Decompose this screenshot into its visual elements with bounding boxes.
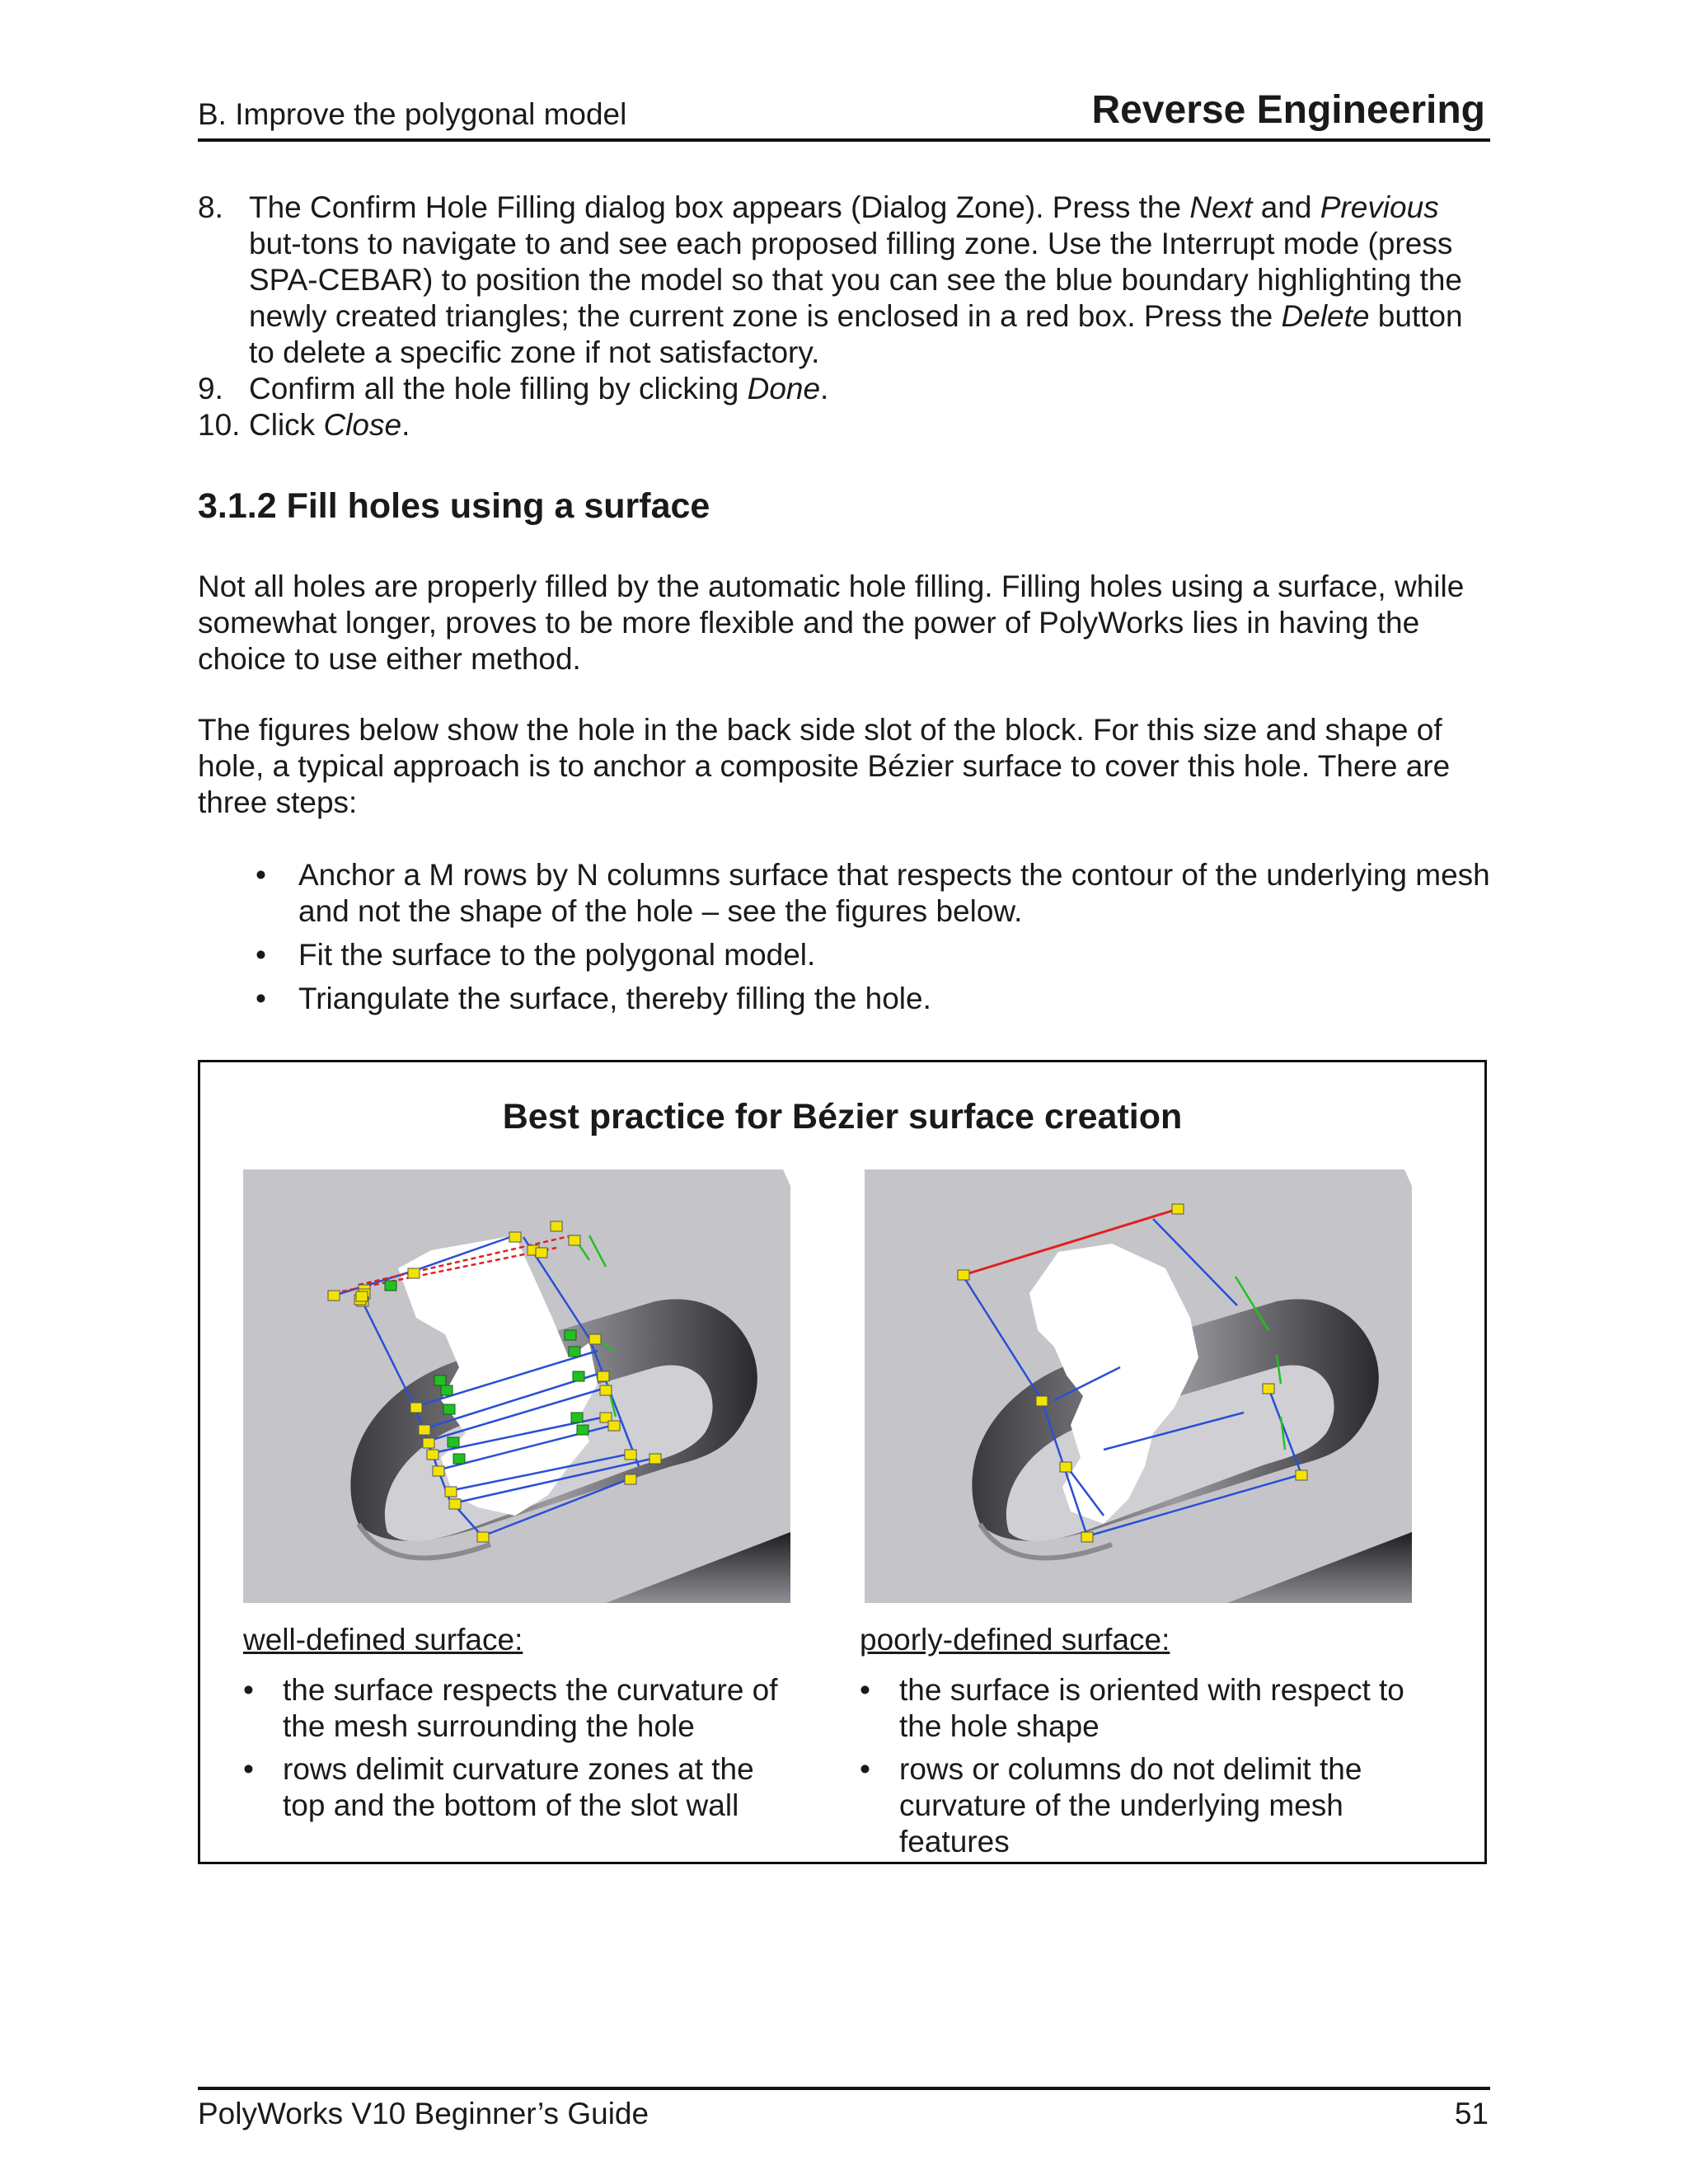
header-rule [198,138,1490,142]
bullet-icon: • [256,858,266,892]
section-heading: 3.1.2 Fill holes using a surface [198,486,710,526]
step-10 [198,407,1492,443]
well-defined-surface-figure [243,1169,790,1603]
step-text: and [1252,190,1320,224]
caption-text: poorly-defined surface [860,1623,1162,1657]
list-item-text: rows delimit curvature zones at the top and the bottom of the slot wall [283,1752,754,1822]
step-text: The Confirm Hole Filling dialog box appears (Dialog Zone). Press the [249,190,1190,224]
bullet-icon: • [256,982,266,1015]
box-title: Best practice for Bézier surface creation [502,1097,1183,1137]
list-item-text: rows or columns do not delimit the curvature of the underlying mesh features [899,1752,1362,1858]
paragraph-intro: Not all holes are properly filled by the automatic hole filling. Filling holes using a surface, while somewhat longer, proves to be more flexible and the power of PolyWorks lies in having the choice to use either method. [198,569,1465,676]
bullet-icon: • [256,938,266,972]
list-item [860,1751,1420,1860]
list-item-text: Fit the surface to the polygonal model. [298,938,816,972]
step-number: 8. [198,190,223,224]
caption-colon: : [514,1623,523,1657]
bullet-icon: • [243,1673,254,1707]
well-defined-caption [243,1623,523,1657]
list-item [256,857,1492,930]
poorly-defined-caption [860,1623,1170,1657]
step-emphasis: Close [323,408,402,442]
running-header-title: Reverse Engineering [1091,88,1485,132]
step-8 [198,190,1492,371]
step-text: . [401,408,410,442]
step-emphasis: Done [747,372,821,405]
best-practice-box [198,1060,1487,1864]
list-item-text: Anchor a M rows by N columns surface that respects the contour of the underlying mesh and not the shape of the hole – see the figures below. [298,858,1490,928]
list-item [243,1672,804,1745]
step-number: 10. [198,408,241,442]
step-emphasis: Next [1189,190,1253,224]
caption-text: well-defined surface [243,1623,515,1657]
caption-colon: : [1161,1623,1170,1657]
well-defined-list [243,1672,804,1830]
steps-bullet-list [256,857,1492,1024]
running-header-section: B. Improve the polygonal model [198,97,627,131]
list-item [256,937,1492,973]
page-number: 51 [1454,2097,1489,2130]
paragraph-figures: The figures below show the hole in the back side slot of the block. For this size and shape of hole, a typical approach is to anchor a composite Bézier surface to cover this hole. There are three steps: [198,713,1451,819]
step-text: Click [249,408,324,442]
step-emphasis: Previous [1320,190,1439,224]
list-item-text: Triangulate the surface, thereby filling the hole. [298,982,931,1015]
step-text: but-tons to navigate to and see each proposed filling zone. Use the Interrupt mode (press SPA-CEBAR) to position the model so that you can see the blue boundary highlighting the newly created triangles; the current zone is enclosed in a red box. Press the [249,227,1462,333]
poorly-defined-surface-figure [865,1169,1412,1603]
poorly-defined-list [860,1672,1420,1867]
step-emphasis: Delete [1281,299,1370,333]
list-item [860,1672,1420,1745]
list-item-text: the surface respects the curvature of the mesh surrounding the hole [283,1673,778,1743]
list-item [243,1751,804,1824]
step-text: Confirm all the hole filling by clicking [249,372,748,405]
step-9 [198,371,1492,407]
step-text: . [820,372,829,405]
step-text: button to delete a specific zone if not satisfactory. [249,299,1463,369]
bullet-icon: • [243,1752,254,1786]
bullet-icon: • [860,1673,870,1707]
step-number: 9. [198,372,223,405]
footer-guide-title: PolyWorks V10 Beginner’s Guide [198,2097,649,2130]
numbered-steps [198,190,1492,443]
list-item [256,981,1492,1017]
footer-rule [198,2087,1490,2090]
bullet-icon: • [860,1752,870,1786]
list-item-text: the surface is oriented with respect to the hole shape [899,1673,1404,1743]
